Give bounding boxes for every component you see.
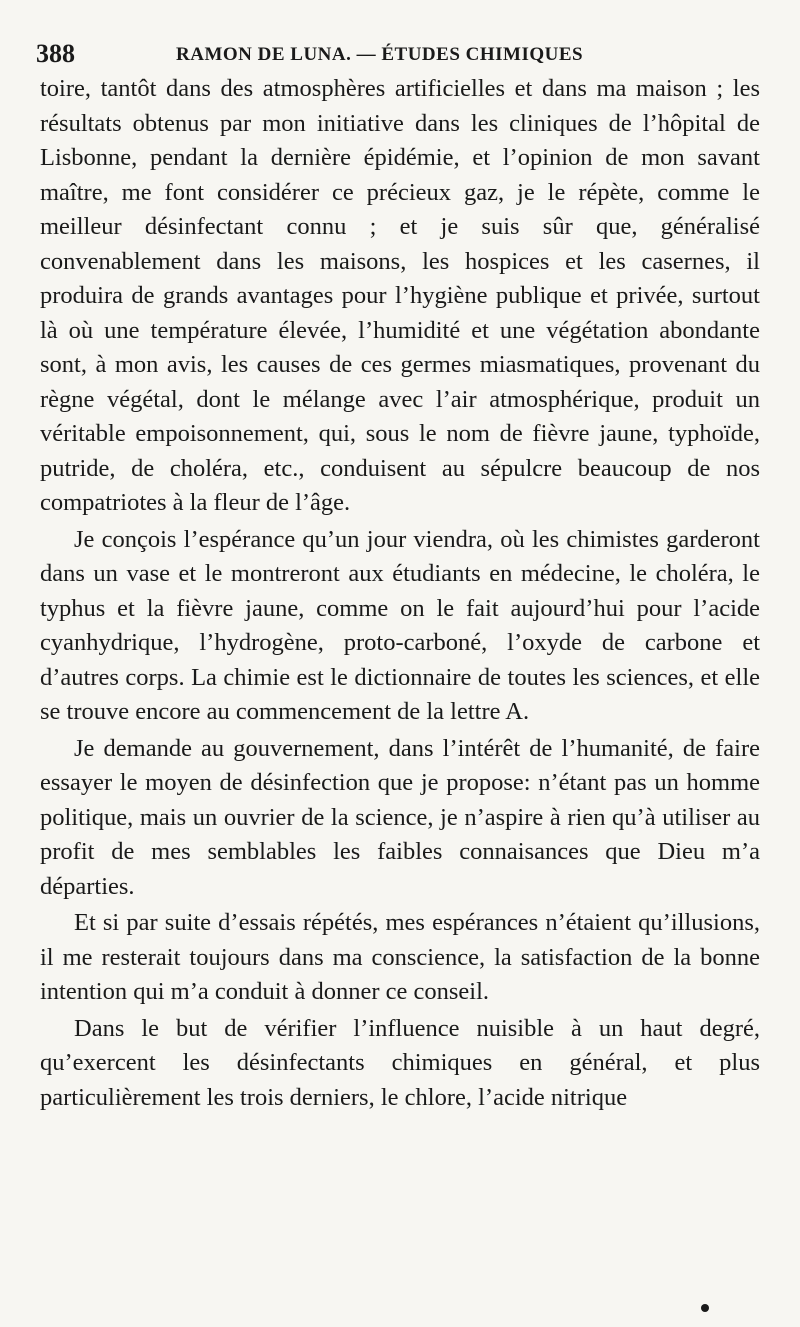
running-head: RAMON DE LUNA. — ÉTUDES CHIMIQUES bbox=[176, 44, 584, 65]
page-header bbox=[36, 36, 760, 72]
paragraph: Et si par suite d’essais répétés, mes espérances n’étaient qu’illusions, il me resterait toujours dans ma conscience, la satisfaction de la bonne intention qui m’a conduit à donner ce conseil. bbox=[40, 909, 760, 1005]
page-number: 388 bbox=[36, 39, 75, 68]
paragraph: Je conçois l’espérance qu’un jour viendra, où les chimistes garderont dans un vase et le montreront aux étudiants en médecine, le choléra, le typhus et la fièvre jaune, comme on le fait aujourd’hui pour l’acide cyanhydrique, l’hydrogène, proto-carboné, l’oxyde de carbone et d’autres corps. La chimie est le dictionnaire de toutes les sciences, et elle se trouve encore au commencement de la lettre A. bbox=[40, 525, 760, 725]
page-body bbox=[40, 72, 760, 1115]
paragraph: toire, tantôt dans des atmosphères artificielles et dans ma maison ; les résultats obtenus par mon initiative dans les cliniques de l’hôpital de Lisbonne, pendant la dernière épidémie, et l’opinion de mon savant maître, me font considérer ce précieux gaz, je le répète, comme le meilleur désinfectant connu ; et je suis sûr que, généralisé convenablement dans les maisons, les hospices et les casernes, il produira de grands avantages pour l’hygiène publique et privée, surtout là où une température élevée, l’humidité et une végétation abondante sont, à mon avis, les causes de ces germes miasmatiques, provenant du règne végétal, dont le mélange avec l’air atmosphérique, produit un véritable empoisonnement, qui, sous le nom de fièvre jaune, typhoïde, putride, de choléra, etc., conduisent au sépulcre beaucoup de nos compatriotes à la fleur de l’âge. bbox=[40, 75, 760, 516]
ink-dot-mark bbox=[701, 1304, 709, 1312]
paragraph: Dans le but de vérifier l’influence nuisible à un haut degré, qu’exercent les désinfectants chimiques en général, et plus particulièrement les trois derniers, le chlore, l’acide nitrique bbox=[40, 1014, 760, 1111]
paragraph: Je demande au gouvernement, dans l’intérêt de l’humanité, de faire essayer le moyen de désinfection que je propose: n’étant pas un homme politique, mais un ouvrier de la science, je n’aspire à rien qu’à utiliser au profit de mes semblables les faibles connaisances que Dieu m’a départies. bbox=[40, 734, 760, 900]
